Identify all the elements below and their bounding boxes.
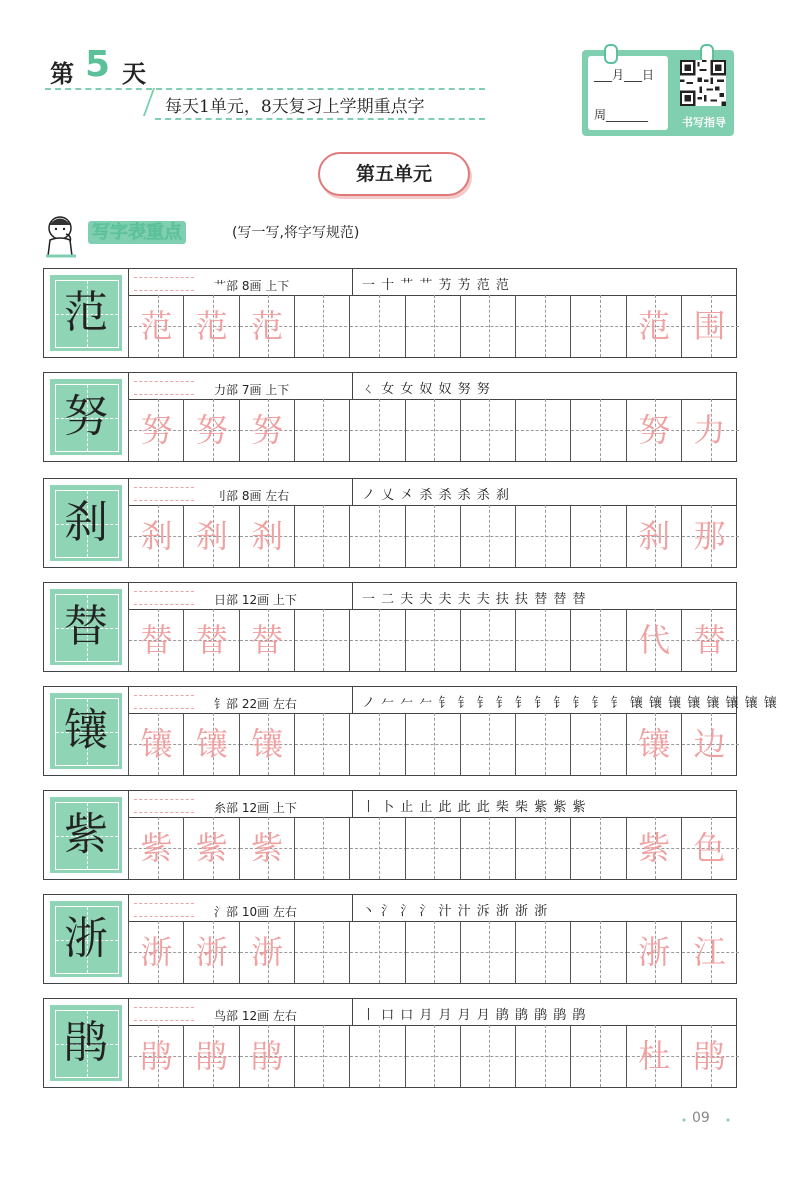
character-row: [43, 686, 778, 776]
practice-cell[interactable]: [570, 713, 628, 775]
trace-character: 替: [195, 621, 228, 659]
practice-cell[interactable]: [570, 399, 628, 461]
practice-grid: [128, 1025, 736, 1087]
trace-character: 镶: [251, 725, 284, 763]
section-title: [88, 218, 186, 244]
stroke-order: ノ 𠂉 𠂉 𠂉 钅 钅 钅 钅 钅 钅 钅 钅 钅 钅 镶 镶 镶 镶 镶 镶 镶 镶: [362, 696, 778, 711]
word-trace-character: 力: [693, 411, 726, 449]
practice-cell[interactable]: [405, 609, 463, 671]
stroke-order: 一 十 艹 艹 艻 艻 范 范: [362, 278, 510, 293]
practice-grid: [128, 713, 736, 775]
section-note: (写一写,将字写规范): [232, 225, 360, 241]
model-character-box: [50, 589, 122, 665]
radical-stroke-info: 日部 12画 上下: [214, 593, 297, 607]
character-row: [43, 268, 737, 358]
word-trace-character: 围: [693, 307, 726, 345]
stroke-order: ノ 乂 㐅 杀 杀 杀 杀 刹: [362, 488, 510, 503]
day-prefix: 第: [50, 60, 74, 88]
model-character: 浙: [64, 913, 108, 964]
model-character-box: [50, 275, 122, 351]
practice-cell[interactable]: [570, 817, 628, 879]
pinyin-field[interactable]: [134, 691, 194, 711]
practice-cell[interactable]: [349, 295, 407, 357]
practice-grid: [128, 399, 736, 461]
binder-ring-icon: [604, 44, 618, 64]
character-row: [43, 894, 737, 984]
practice-cell[interactable]: [294, 921, 352, 983]
word-trace-character: 色: [693, 829, 726, 867]
word-trace-character: 代: [638, 621, 671, 659]
weekday-field[interactable]: 周_______: [594, 108, 649, 122]
pinyin-field[interactable]: [134, 273, 194, 293]
practice-cell[interactable]: [460, 1025, 518, 1087]
character-row: [43, 582, 737, 672]
word-trace-character: 替: [693, 621, 726, 659]
radical-stroke-info: 氵部 10画 左右: [214, 905, 297, 919]
trace-character: 范: [195, 307, 228, 345]
character-row: [43, 478, 737, 568]
practice-cell[interactable]: [460, 921, 518, 983]
practice-grid: [128, 505, 736, 567]
practice-cell[interactable]: [515, 817, 573, 879]
practice-cell[interactable]: [515, 1025, 573, 1087]
pinyin-field[interactable]: [134, 1003, 194, 1023]
date-field[interactable]: ___月___日: [594, 68, 655, 82]
practice-cell[interactable]: [515, 609, 573, 671]
trace-character: 范: [140, 307, 173, 345]
practice-cell[interactable]: [515, 505, 573, 567]
practice-cell[interactable]: [515, 399, 573, 461]
trace-character: 鹃: [140, 1037, 173, 1075]
stroke-order: 丶 氵 氵 氵 汁 汁 泝 浙 浙 浙: [362, 904, 549, 919]
practice-cell[interactable]: [405, 817, 463, 879]
practice-cell[interactable]: [349, 399, 407, 461]
model-character: 替: [64, 601, 108, 652]
character-row: [43, 998, 737, 1088]
pinyin-field[interactable]: [134, 587, 194, 607]
word-trace-character: 刹: [638, 517, 671, 555]
practice-cell[interactable]: [405, 399, 463, 461]
pinyin-field[interactable]: [134, 377, 194, 397]
practice-grid: [128, 295, 736, 357]
model-character: 范: [64, 287, 108, 338]
trace-character: 紫: [195, 829, 228, 867]
day-suffix: 天: [122, 60, 146, 88]
trace-character: 努: [251, 411, 284, 449]
practice-cell[interactable]: [294, 713, 352, 775]
word-trace-character: 紫: [638, 829, 671, 867]
practice-cell[interactable]: [294, 505, 352, 567]
header-divider: [45, 88, 485, 90]
practice-cell[interactable]: [570, 505, 628, 567]
kid-illustration-icon: [36, 210, 86, 260]
model-character-box: [50, 485, 122, 561]
radical-stroke-info: 糸部 12画 上下: [214, 801, 297, 815]
practice-grid: [128, 609, 736, 671]
trace-character: 镶: [195, 725, 228, 763]
trace-character: 努: [140, 411, 173, 449]
page-number: 09: [692, 1110, 710, 1126]
page-subtitle: 每天1单元，8天复习上学期重点字: [165, 97, 425, 117]
practice-cell[interactable]: [405, 295, 463, 357]
practice-cell[interactable]: [349, 817, 407, 879]
practice-cell[interactable]: [349, 505, 407, 567]
word-trace-character: 努: [638, 411, 671, 449]
pinyin-field[interactable]: [134, 899, 194, 919]
trace-character: 镶: [140, 725, 173, 763]
pinyin-field[interactable]: [134, 483, 194, 503]
trace-character: 替: [140, 621, 173, 659]
practice-cell[interactable]: [460, 295, 518, 357]
character-row: [43, 372, 737, 462]
practice-cell[interactable]: [294, 399, 352, 461]
word-trace-character: 那: [693, 517, 726, 555]
radical-stroke-info: 刂部 8画 左右: [214, 489, 290, 503]
model-character: 努: [64, 391, 108, 442]
model-character-box: [50, 797, 122, 873]
word-trace-character: 鹃: [693, 1037, 726, 1075]
trace-character: 鹃: [195, 1037, 228, 1075]
character-row: [43, 790, 737, 880]
practice-cell[interactable]: [460, 399, 518, 461]
practice-cell[interactable]: [349, 921, 407, 983]
trace-character: 紫: [140, 829, 173, 867]
practice-cell[interactable]: [349, 1025, 407, 1087]
trace-character: 范: [251, 307, 284, 345]
practice-cell[interactable]: [570, 295, 628, 357]
model-character: 紫: [64, 809, 108, 860]
trace-character: 刹: [195, 517, 228, 555]
trace-character: 鹃: [251, 1037, 284, 1075]
stroke-order: ㄑ 女 女 奴 奴 努 努: [362, 382, 491, 397]
radical-stroke-info: 艹部 8画 上下: [214, 279, 290, 293]
practice-cell[interactable]: [405, 921, 463, 983]
header-divider-lower: [155, 118, 485, 120]
practice-cell[interactable]: [405, 1025, 463, 1087]
practice-cell[interactable]: [294, 1025, 352, 1087]
trace-character: 浙: [251, 933, 284, 971]
model-character: 刹: [64, 497, 108, 548]
word-trace-character: 江: [693, 933, 726, 971]
trace-character: 替: [251, 621, 284, 659]
practice-cell[interactable]: [405, 505, 463, 567]
stroke-order: 一 二 夫 夫 夫 夫 夫 扶 扶 替 替 替: [362, 592, 587, 607]
trace-character: 浙: [195, 933, 228, 971]
unit-title: 第五单元: [318, 152, 470, 196]
model-character-box: [50, 901, 122, 977]
word-trace-character: 镶: [638, 725, 671, 763]
trace-character: 刹: [140, 517, 173, 555]
model-character: 镶: [64, 705, 108, 756]
practice-grid: [128, 817, 736, 879]
practice-cell[interactable]: [570, 609, 628, 671]
practice-cell[interactable]: [294, 609, 352, 671]
trace-character: 刹: [251, 517, 284, 555]
stroke-order: 丨 卜 止 止 此 此 此 柴 柴 紫 紫 紫: [362, 800, 587, 815]
radical-stroke-info: 鸟部 12画 左右: [214, 1009, 297, 1023]
model-character-box: [50, 379, 122, 455]
practice-grid: [128, 921, 736, 983]
trace-character: 浙: [140, 933, 173, 971]
qr-label: 书写指导: [682, 116, 726, 129]
practice-cell[interactable]: [515, 295, 573, 357]
model-character: 鹃: [64, 1017, 108, 1068]
section-title-text: 写字表重点: [88, 221, 186, 244]
practice-cell[interactable]: [460, 609, 518, 671]
practice-cell[interactable]: [515, 921, 573, 983]
trace-character: 努: [195, 411, 228, 449]
word-trace-character: 浙: [638, 933, 671, 971]
word-trace-character: 范: [638, 307, 671, 345]
practice-cell[interactable]: [349, 609, 407, 671]
practice-cell[interactable]: [405, 713, 463, 775]
radical-stroke-info: 钅部 22画 左右: [214, 697, 297, 711]
practice-cell[interactable]: [294, 817, 352, 879]
stroke-order: 丨 口 口 月 月 月 月 鹃 鹃 鹃 鹃 鹃: [362, 1008, 587, 1023]
model-character-box: [50, 1005, 122, 1081]
pinyin-field[interactable]: [134, 795, 194, 815]
practice-cell[interactable]: [294, 295, 352, 357]
word-trace-character: 边: [693, 725, 726, 763]
day-number: 5: [85, 44, 111, 85]
practice-cell[interactable]: [515, 713, 573, 775]
practice-cell[interactable]: [460, 505, 518, 567]
trace-character: 紫: [251, 829, 284, 867]
practice-cell[interactable]: [460, 817, 518, 879]
word-trace-character: 杜: [638, 1037, 671, 1075]
model-character-box: [50, 693, 122, 769]
practice-cell[interactable]: [460, 713, 518, 775]
practice-cell[interactable]: [570, 921, 628, 983]
qr-code-icon[interactable]: [680, 60, 726, 106]
practice-cell[interactable]: [570, 1025, 628, 1087]
radical-stroke-info: 力部 7画 上下: [214, 383, 290, 397]
practice-cell[interactable]: [349, 713, 407, 775]
header-slash: [143, 88, 167, 116]
